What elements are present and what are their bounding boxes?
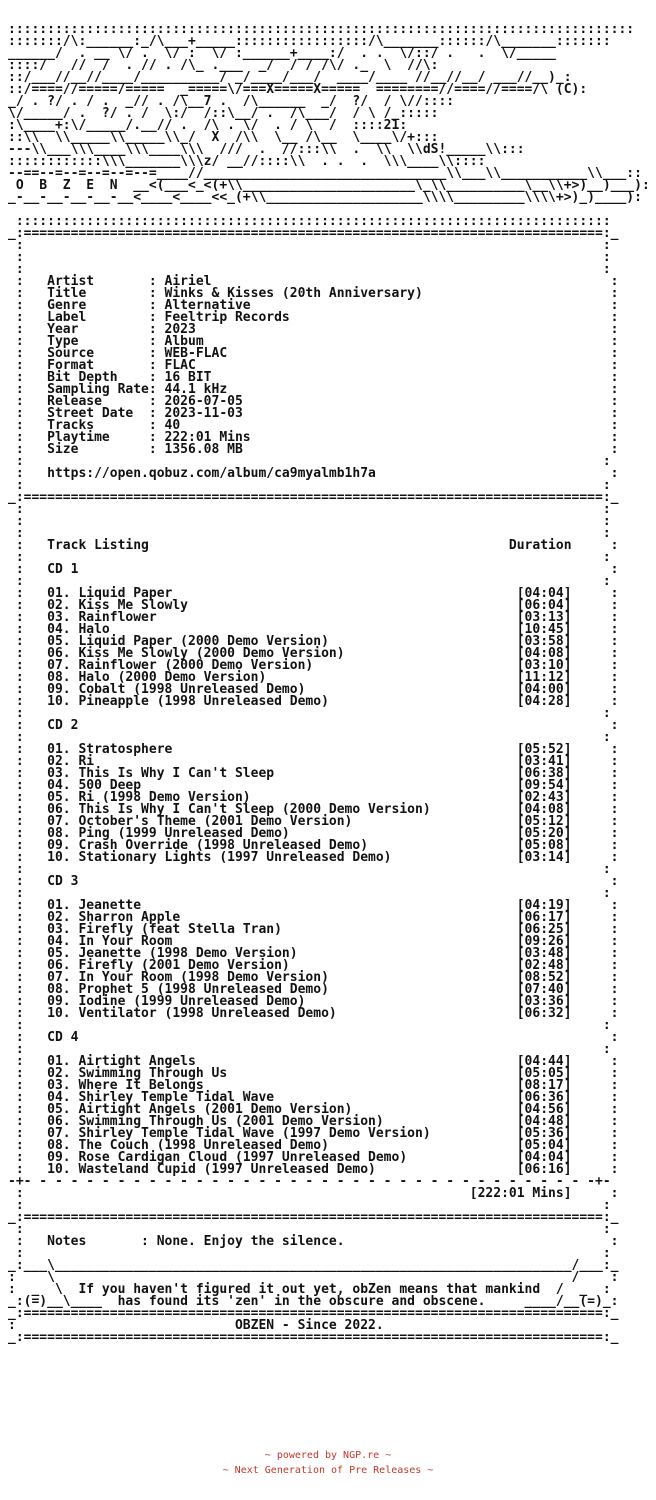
ngp-tagline-text: ~ Next Generation of Pre Releases ~ — [222, 1465, 434, 1476]
powered-by-text: ~ powered by NGP.re ~ — [264, 1450, 392, 1461]
nfo-text: :::::::::::::::::::::::::::::::::::::::::::::::::::::::::::::::::::::::::::::::: :::::::/\:______:_/\___+_____:::::::::::::::::/\_______::::::/\_______::::::: ______/ . __ \/ . \/ : \/ :______+____:/ . . \/::/ . . \/_____ ::::/ // / . // . /\_ .___ _/ / / /\/ ._ \ //\: ::/___//__//____/__________/ _/____/___/ ____/____ //__//__/ ___//__)_: ::/====//=====/===== _=====\/===X=====X===== ========//====//====/\ (C): _/ . ?/ . / . _// . /\__7 . /\______ _/ ?/ / \//:::: \/_____/ . ?/ . / \:/ /::\__/ . /\___/ / \ /_::::: :\____+:\/_____/.__// . /\ . \/ . / \ / ::::21: ::\\ \\_____\\_____\\_/ X /\\ \__ /\__ \____\/+::: ---\\___\\\____\\\____\\\ /// . //:::\\ . \\ \\dS!_____\\::: ::::::::::::\\\_______\\\z/ __//::::\\ . . . \\\____\\:::: --==--=--=--=--=--=____//_______________________________\\___\\___________\\___:: O B Z E N __<(___<_<(+\\______________________\_\\__________\__\\+>)__)___): _-__-__-__-__-__<____<____<<_(+\\____________________\\\\_________\\\\+>)_)____): :::::::::::::::::::::::::::::::::::::::::::::::::::::::::::::::::::::::::::: _:==========================================================================:_ : : : : : : : Artist : Airiel : : Title : Winks & Kisses (20th Anniversary) : : Genre : Alternative : : Label : Feeltrip Records : : Year : 2023 : : Type : Album : : Source : WEB-FLAC : : Format : FLAC : : Bit Depth : 16 BIT : : Sampling Rate: 44.1 kHz : : Release : 2026-07-05 : : Street Date : 2023-11-03 : : Tracks : 40 : : Playtime : 222:01 Mins : : Size : 1356.08 MB : : : : https://open.qobuz.com/album/ca9myalmb1h7a : : : _:==========================================================================:_ : : : : : : : Track Listing Duration : : : : CD 1 : : : : 01. Liquid Paper [04:04] : : 02. Kiss Me Slowly [06:04] : : 03. Rainflower [03:13] : : 04. Halo [10:45] : : 05. Liquid Paper (2000 Demo Version) [03:58] : : 06. Kiss Me Slowly (2000 Demo Version) [04:08] : : 07. Rainflower (2000 Demo Version) [03:10] : : 08. Halo (2000 Demo Version) [11:12] : : 09. Cobalt (1998 Unreleased Demo) [04:00] : : 10. Pineapple (1998 Unreleased Demo) [04:28] : : : : CD 2 : : : : 01. Stratosphere [05:52] : : 02. Ri [03:41] : : 03. This Is Why I Can't Sleep [06:38] : : 04. 500 Deep [09:54] : : 05. Ri (1998 Demo Version) [02:43] : : 06. This Is Why I Can't Sleep (2000 Demo Version) [04:08] : : 07. October's Theme (2001 Demo Version) [05:12] : : 08. Ping (1999 Unreleased Demo) [05:20] : : 09. Crash Override (1998 Unreleased Demo) [05:08] : : 10. Stationary Lights (1997 Unreleased Demo) [03:14] : : : : CD 3 : : : : 01. Jeanette [04:19] : : 02. Sharron Apple [06:17] : : 03. Firefly (feat Stella Tran) [06:25] : : 04. In Your Room [09:26] : : 05. Jeanette (1998 Demo Version) [03:48] : : 06. Firefly (2001 Demo Version) [02:48] : : 07. In Your Room (1998 Demo Version) [08:52] : : 08. Prophet 5 (1998 Unreleased Demo) [07:40] : : 09. Iodine (1999 Unreleased Demo) [03:36] : : 10. Ventilator (1998 Unreleased Demo) [06:32] : : : : CD 4 : : : : 01. Airtight Angels [04:44] : : 02. Swimming Through Us [05:05] : : 03. Where It Belongs [08:17] : : 04. Shirley Temple Tidal Wave [06:36] : : 05. Airtight Angels (2001 Demo Version) [04:56] : : 06. Swimming Through Us (2001 Demo Version) [04:48] : : 07. Shirley Temple Tidal Wave (1997 Demo Version) [05:36] : : 08. The Couch (1998 Unreleased Demo) [05:04] : : 09. Rose Cardigan Cloud (1997 Unreleased Demo) [04:04] : : 10. Wasteland Cupid (1997 Unreleased Demo) [06:16] : -+- - - - - - - - - - - - - - - - - - - - - - - - - - - - - - - - - - - - -+- : [222:01 Mins] : : : _:==========================================================================:_ : : : Notes : None. Enjoy the silence. : : : _:___\__________________________________________________________________/___:_ : \ / : : _ \ If you haven't figured it out yet, obZen means that mankind / _ : _:(=)__\____ has found its 'zen' in the obscure and obscene. ____/__(=)_: _:==========================================================================:_ : OBZEN - Since 2022. _:==========================================================================:_ — [8, 22, 650, 1345]
